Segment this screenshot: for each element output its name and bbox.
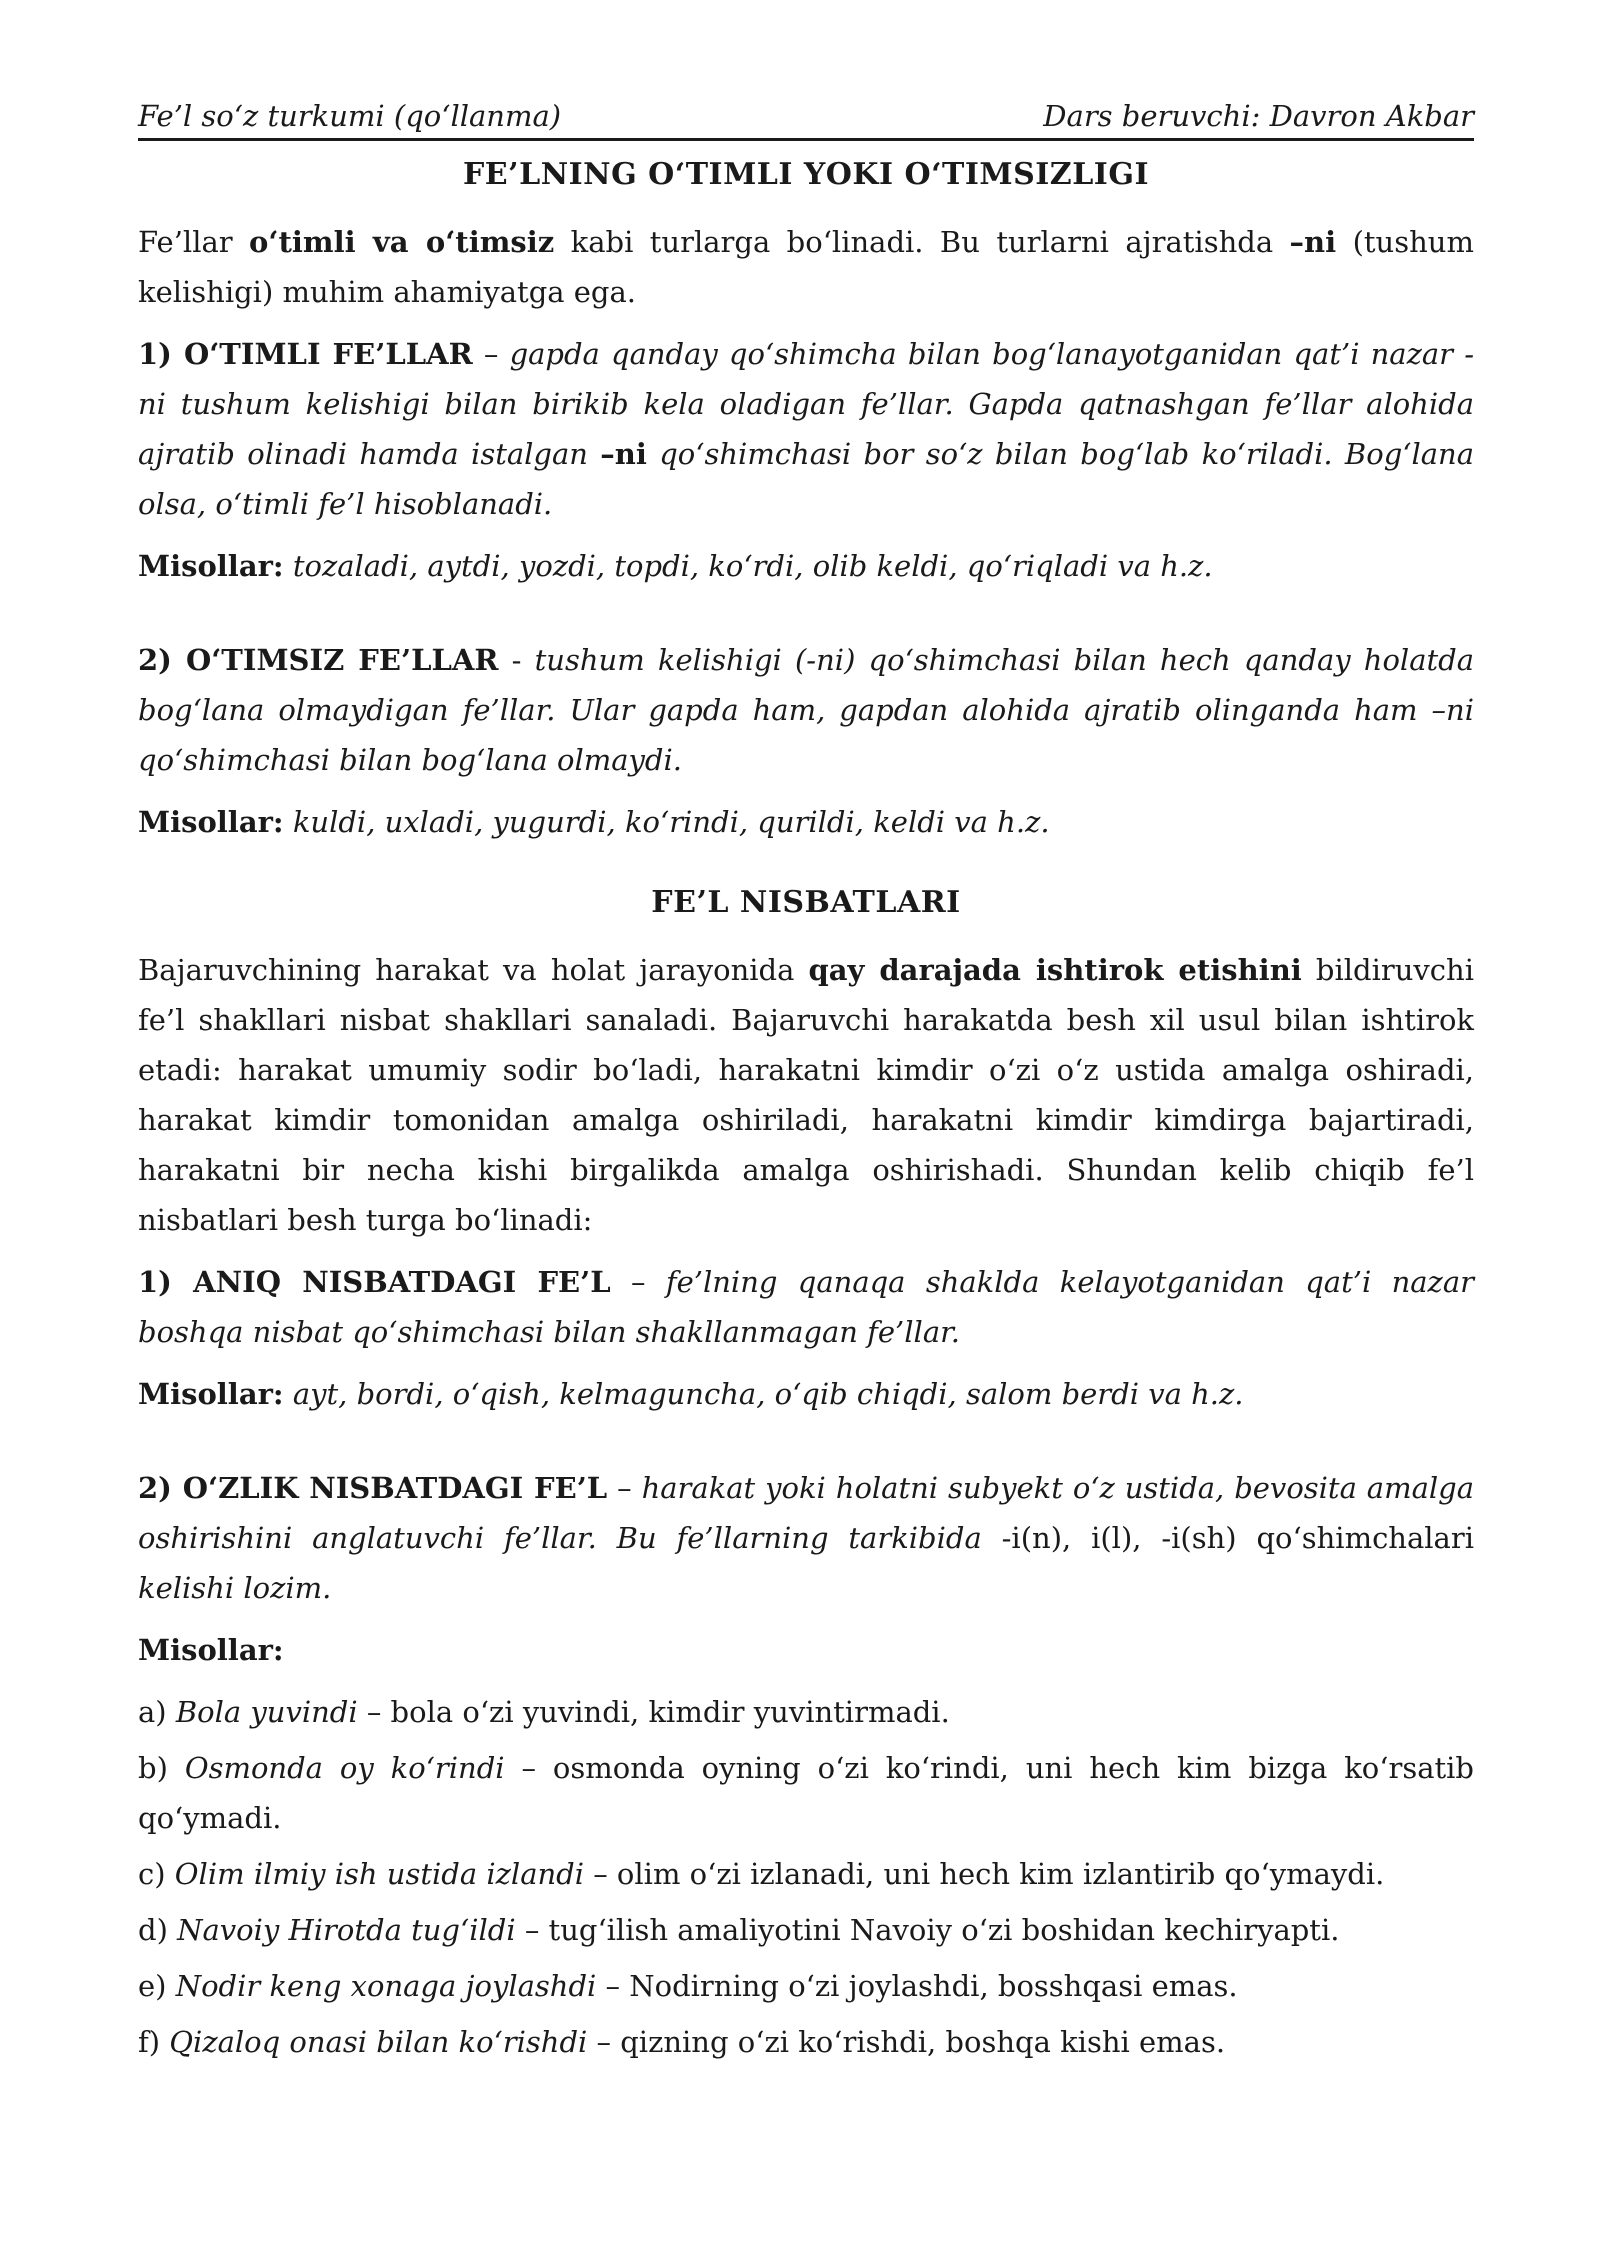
running-header: [138, 96, 1474, 141]
examples-text: kuldi, uxladi, yugurdi, ko‘rindi, qurildi, keldi va h.z.: [283, 805, 1050, 839]
transitive-verbs-definition: [138, 329, 1474, 529]
reflexive-examples-label: [138, 1625, 1474, 1675]
example-sentence: Bola yuvindi: [175, 1695, 358, 1729]
section1-intro: [138, 217, 1474, 317]
dash: –: [607, 1471, 642, 1505]
intransitive-examples: [138, 797, 1474, 847]
intro-bold-suffix: –ni: [1289, 225, 1337, 259]
example-sentence: Olim ilmiy ish ustida izlandi: [174, 1857, 584, 1891]
document-page: [138, 96, 1474, 2073]
intro-text: Bajaruvchining harakat va holat jarayonida: [138, 953, 809, 987]
examples-text: ayt, bordi, o‘qish, kelmaguncha, o‘qib chiqdi, salom berdi va h.z.: [283, 1377, 1244, 1411]
list-marker: a): [138, 1695, 176, 1729]
intro-text: bildiruvchi fe’l shakllari nisbat shakllari sanaladi. Bajaruvchi harakatda besh xil usul bilan ishtirok etadi: harakat umumiy sodir bo‘ladi, harakatni kimdir o‘zi o‘z ustida amalga oshiradi, harakat kimdir tomonidan amalga oshiriladi, harakatni kimdir kimdirga bajartiradi, harakatni bir necha kishi birgalikda amalga oshirishadi. Shundan kelib chiqib fe’l nisbatlari besh turga bo‘linadi:: [138, 953, 1474, 1237]
item-heading: 1) O‘TIMLI FE’LLAR: [138, 337, 473, 371]
suffix-list: -i(n), i(l), -i(sh): [1001, 1521, 1237, 1555]
list-item: [138, 1743, 1474, 1843]
item-heading: 1) ANIQ NISBATDAGI FE’L: [138, 1265, 611, 1299]
active-voice-examples: [138, 1369, 1474, 1419]
examples-label: Misollar:: [138, 1633, 284, 1667]
section-title-voice: FE’L NISBATLARI: [651, 885, 961, 920]
examples-label: Misollar:: [138, 549, 284, 583]
list-marker: f): [138, 2025, 170, 2059]
item-heading: 2) O‘TIMSIZ FE’LLAR: [138, 643, 499, 677]
intro-bold-term: qay darajada ishtirok etishini: [808, 953, 1302, 987]
transitive-examples: [138, 541, 1474, 591]
examples-label: Misollar:: [138, 1377, 284, 1411]
definition-text: tushum kelishigi (-ni) qo‘shimchasi bilan hech qanday holatda bog‘lana olmaydigan fe’llar. Ular gapda ham, gapdan alohida ajratib olinganda ham –ni qo‘shimchasi bilan bog‘lana olmaydi.: [138, 643, 1475, 777]
example-sentence: Qizaloq onasi bilan ko‘rishdi: [169, 2025, 588, 2059]
example-sentence: Nodir keng xonaga joylashdi: [175, 1969, 597, 2003]
example-sentence: Navoiy Hirotda tug‘ildi: [177, 1913, 516, 1947]
definition-text: gapda qanday qo‘shimcha bilan bog‘lanayotganidan qat’i nazar -ni tushum kelishigi bilan birikib kela oladigan fe’llar. Gapda qatnashgan fe’llar alohida ajratib olinadi hamda istalgan: [138, 337, 1474, 471]
definition-text: qo‘shimchasi bor so‘z bilan bog‘lab ko‘riladi.: [646, 437, 1345, 471]
example-explanation: – bola o‘zi yuvindi, kimdir yuvintirmadi.: [357, 1695, 950, 1729]
list-item: [138, 1849, 1474, 1899]
intro-text: Fe’llar: [138, 225, 250, 259]
intro-bold-term: o‘timli va o‘timsiz: [249, 225, 555, 259]
list-item: [138, 1905, 1474, 1955]
section2-intro: [138, 945, 1474, 1245]
example-sentence: Osmonda oy ko‘rindi: [184, 1751, 505, 1785]
examples-text: tozaladi, aytdi, yozdi, topdi, ko‘rdi, olib keldi, qo‘riqladi va h.z.: [283, 549, 1213, 583]
example-explanation: – Nodirning o‘zi joylashdi, bosshqasi emas.: [596, 1969, 1238, 2003]
list-marker: c): [138, 1857, 175, 1891]
list-marker: e): [138, 1969, 176, 2003]
definition-text: qo‘shimchalari: [1236, 1521, 1474, 1555]
intransitive-verbs-definition: [138, 635, 1474, 785]
example-explanation: – osmonda oyning o‘zi ko‘rindi, uni hech kim bizga ko‘rsatib qo‘ymadi.: [138, 1751, 1474, 1835]
bold-suffix: –ni: [600, 437, 647, 471]
list-item: [138, 2017, 1474, 2067]
list-item: [138, 1687, 1474, 1737]
example-explanation: – qizning o‘zi ko‘rishdi, boshqa kishi emas.: [587, 2025, 1226, 2059]
definition-text: harakat yoki holatni subyekt o‘z ustida, bevosita amalga oshirishini anglatuvchi fe’llar. Bu fe’llarning tarkibida: [138, 1471, 1475, 1555]
intro-text: kabi turlarga bo‘linadi. Bu turlarni ajratishda: [554, 225, 1290, 259]
dash: –: [472, 337, 510, 371]
item-heading: 2) O‘ZLIK NISBATDAGI FE’L: [138, 1471, 608, 1505]
list-marker: b): [138, 1751, 185, 1785]
reflexive-examples-list: [138, 1687, 1474, 2067]
dash: -: [498, 643, 535, 677]
examples-label: Misollar:: [138, 805, 284, 839]
active-voice-definition: [138, 1257, 1474, 1357]
list-item: [138, 1961, 1474, 2011]
list-marker: d): [138, 1913, 178, 1947]
header-right-author: Dars beruvchi: Davron Akbar: [1043, 99, 1474, 133]
example-explanation: – olim o‘zi izlanadi, uni hech kim izlantirib qo‘ymaydi.: [584, 1857, 1385, 1891]
header-left-title: Fe’l so‘z turkumi (qo‘llanma): [138, 99, 562, 133]
reflexive-voice-definition: [138, 1463, 1474, 1613]
example-explanation: – tug‘ilish amaliyotini Navoiy o‘zi boshidan kechiryapti.: [515, 1913, 1340, 1947]
intro-text: (tushum kelishigi) muhim ahamiyatga ega.: [138, 225, 1474, 309]
definition-text: Bog‘lana olsa, o‘timli fe’l hisoblanadi.: [138, 437, 1475, 521]
section-title-transitivity: FE’LNING O‘TIMLI YOKI O‘TIMSIZLIGI: [463, 157, 1149, 192]
definition-text: kelishi lozim.: [138, 1571, 332, 1605]
definition-text: fe’lning qanaqa shaklda kelayotganidan qat’i nazar boshqa nisbat qo‘shimchasi bilan shakllanmagan fe’llar.: [138, 1265, 1474, 1349]
dash: –: [610, 1265, 666, 1299]
